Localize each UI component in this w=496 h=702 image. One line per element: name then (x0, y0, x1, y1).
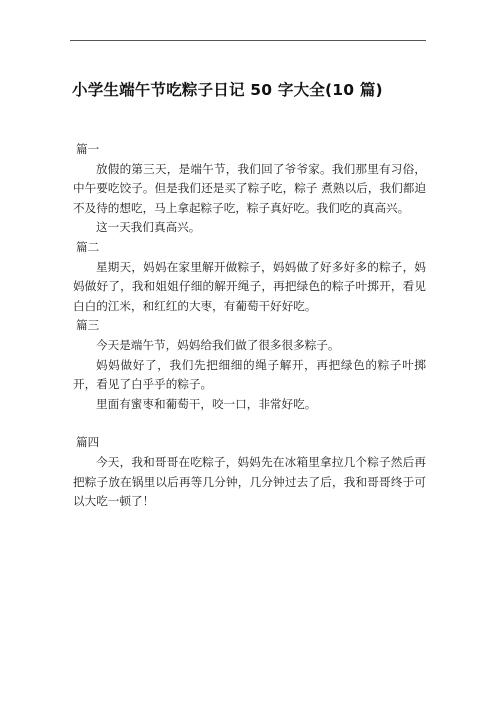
section-3-paragraph-2: 妈妈做好了，我们先把细细的绳子解开，再把绿色的粽子叶掷开，看见了白乎乎的粽子。 (73, 357, 426, 392)
section-2-paragraph-1: 星期天，妈妈在家里解开做粽子，妈妈做了好多好多的粽子，妈妈做好了，我和姐姐仔细的解开绳子，再把绿色的粽子叶掷开，看见白白的江米，和红红的大枣，有葡萄干好好吃。 (73, 259, 426, 313)
section-4-paragraph-1: 今天，我和哥哥在吃粽子，妈妈先在冰箱里拿拉几个粽子然后再把粽子放在锅里以后再等几分钟，几分钟过去了后，我和哥哥终于可以大吃一顿了！ (73, 454, 426, 509)
document-body (73, 140, 426, 512)
section-3-paragraph-3: 里面有蜜枣和葡萄干，咬一口，非常好吃。 (96, 396, 317, 411)
header-rule (70, 40, 426, 41)
section-heading-1: 篇一 (76, 142, 100, 156)
section-3-paragraph-1: 今天是端午节，妈妈给我们做了很多很多粽子。 (96, 337, 340, 352)
section-spacer (73, 414, 426, 433)
section-heading-2: 篇二 (76, 239, 100, 254)
section-1-paragraph-1: 放假的第三天，是端午节，我们回了爷爷家。我们那里有习俗，中午要吃饺子。但是我们还是买了粽子吃，粽子 煮熟以后，我们都迫不及待的想吃，马上拿起粽子吃，粽子真好吃。我们吃的真高兴。 (73, 161, 426, 215)
page-title: 小学生端午节吃粽子日记 50 字大全(10 篇) (72, 81, 383, 99)
section-1-paragraph-2: 这一天我们真高兴。 (96, 220, 201, 235)
section-heading-4: 篇四 (76, 435, 100, 450)
section-heading-3: 篇三 (76, 318, 100, 333)
